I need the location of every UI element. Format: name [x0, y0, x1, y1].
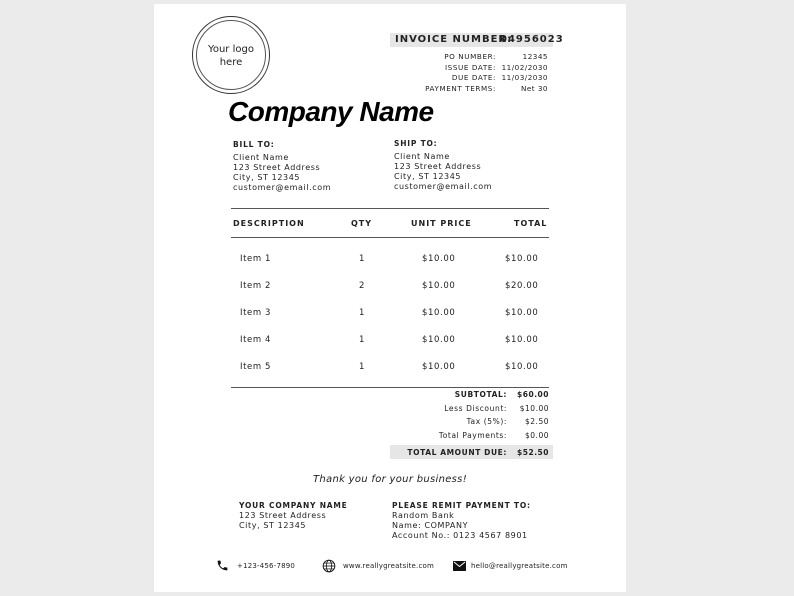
contact-email: hello@reallygreatsite.com	[471, 562, 568, 570]
item-description: Item 3	[240, 308, 272, 318]
item-qty: 1	[359, 335, 366, 345]
logo-placeholder	[192, 16, 270, 94]
invoice-page	[154, 4, 626, 592]
remit-details	[392, 511, 528, 541]
tax-value: $2.50	[525, 417, 549, 426]
issue-date-value: 11/02/2030	[501, 63, 548, 72]
discount-value: $10.00	[519, 404, 549, 413]
your-company-heading: YOUR COMPANY NAME	[239, 501, 348, 510]
payments-label: Total Payments:	[438, 431, 507, 440]
table-header-rule	[231, 237, 549, 238]
item-unit-price: $10.00	[422, 362, 456, 372]
bill-to-line: customer@email.com	[233, 183, 332, 192]
col-header-total: TOTAL	[514, 219, 548, 228]
item-qty: 2	[359, 281, 366, 291]
payment-terms-value: Net 30	[520, 84, 548, 93]
logo-text-line1: Your logo	[208, 44, 254, 55]
item-unit-price: $10.00	[422, 254, 456, 264]
item-total: $10.00	[505, 308, 539, 318]
item-qty: 1	[359, 308, 366, 318]
item-description: Item 4	[240, 335, 272, 345]
item-description: Item 2	[240, 281, 272, 291]
total-due-label: TOTAL AMOUNT DUE:	[407, 448, 507, 457]
bill-to-line: Client Name	[233, 153, 289, 162]
item-total: $10.00	[505, 335, 539, 345]
item-description: Item 1	[240, 254, 272, 264]
table-row	[154, 308, 626, 322]
col-header-unit-price: UNIT PRICE	[411, 219, 472, 228]
your-company-line: 123 Street Address	[239, 511, 327, 520]
po-number-label: PO NUMBER:	[444, 52, 496, 61]
ship-to-line: City, ST 12345	[394, 172, 462, 181]
ship-to-line: 123 Street Address	[394, 162, 482, 171]
contact-website: www.reallygreatsite.com	[343, 562, 435, 570]
item-qty: 1	[359, 362, 366, 372]
table-row	[154, 254, 626, 268]
globe-icon	[322, 559, 336, 573]
item-total: $10.00	[505, 362, 539, 372]
bill-to-address	[233, 153, 331, 193]
col-header-qty: QTY	[351, 219, 373, 228]
logo-text-line2: here	[219, 57, 243, 68]
due-date-value: 11/03/2030	[501, 73, 548, 82]
ship-to-line: customer@email.com	[394, 182, 493, 191]
remit-line: Name: COMPANY	[392, 521, 469, 530]
table-row	[154, 281, 626, 295]
thank-you-note: Thank you for your business!	[312, 474, 468, 485]
your-company-address	[239, 511, 326, 531]
bill-to-heading: BILL TO:	[233, 140, 275, 149]
payments-value: $0.00	[525, 431, 549, 440]
item-unit-price: $10.00	[422, 281, 456, 291]
subtotal-label: SUBTOTAL:	[454, 390, 507, 399]
your-company-line: City, ST 12345	[239, 521, 307, 530]
phone-icon	[216, 559, 229, 572]
table-row	[154, 335, 626, 349]
remit-line: Random Bank	[392, 511, 455, 520]
ship-to-address	[394, 152, 492, 192]
invoice-number: 04956023	[500, 34, 564, 45]
item-unit-price: $10.00	[422, 308, 456, 318]
table-bottom-rule	[231, 387, 549, 388]
item-total: $10.00	[505, 254, 539, 264]
subtotal-value: $60.00	[517, 390, 549, 399]
ship-to-heading: SHIP TO:	[394, 139, 438, 148]
contact-phone: +123-456-7890	[237, 562, 296, 570]
item-unit-price: $10.00	[422, 335, 456, 345]
po-number-value: 12345	[522, 52, 548, 61]
ship-to-line: Client Name	[394, 152, 450, 161]
email-icon	[453, 561, 466, 571]
total-due-value: $52.50	[517, 448, 549, 457]
discount-label: Less Discount:	[444, 404, 507, 413]
company-name: Company Name	[228, 96, 434, 127]
payment-terms-label: PAYMENT TERMS:	[425, 84, 496, 93]
bill-to-line: City, ST 12345	[233, 173, 301, 182]
tax-label: Tax (5%):	[466, 417, 507, 426]
table-top-rule	[231, 208, 549, 209]
item-description: Item 5	[240, 362, 272, 372]
item-qty: 1	[359, 254, 366, 264]
due-date-label: DUE DATE:	[451, 73, 496, 82]
remit-heading: PLEASE REMIT PAYMENT TO:	[392, 501, 531, 510]
invoice-number-label: INVOICE NUMBER:	[395, 34, 513, 45]
logo-text	[193, 43, 269, 69]
col-header-description: DESCRIPTION	[233, 219, 305, 228]
table-row	[154, 362, 626, 376]
item-total: $20.00	[505, 281, 539, 291]
remit-line: Account No.: 0123 4567 8901	[392, 531, 528, 540]
issue-date-label: ISSUE DATE:	[444, 63, 496, 72]
bill-to-line: 123 Street Address	[233, 163, 321, 172]
